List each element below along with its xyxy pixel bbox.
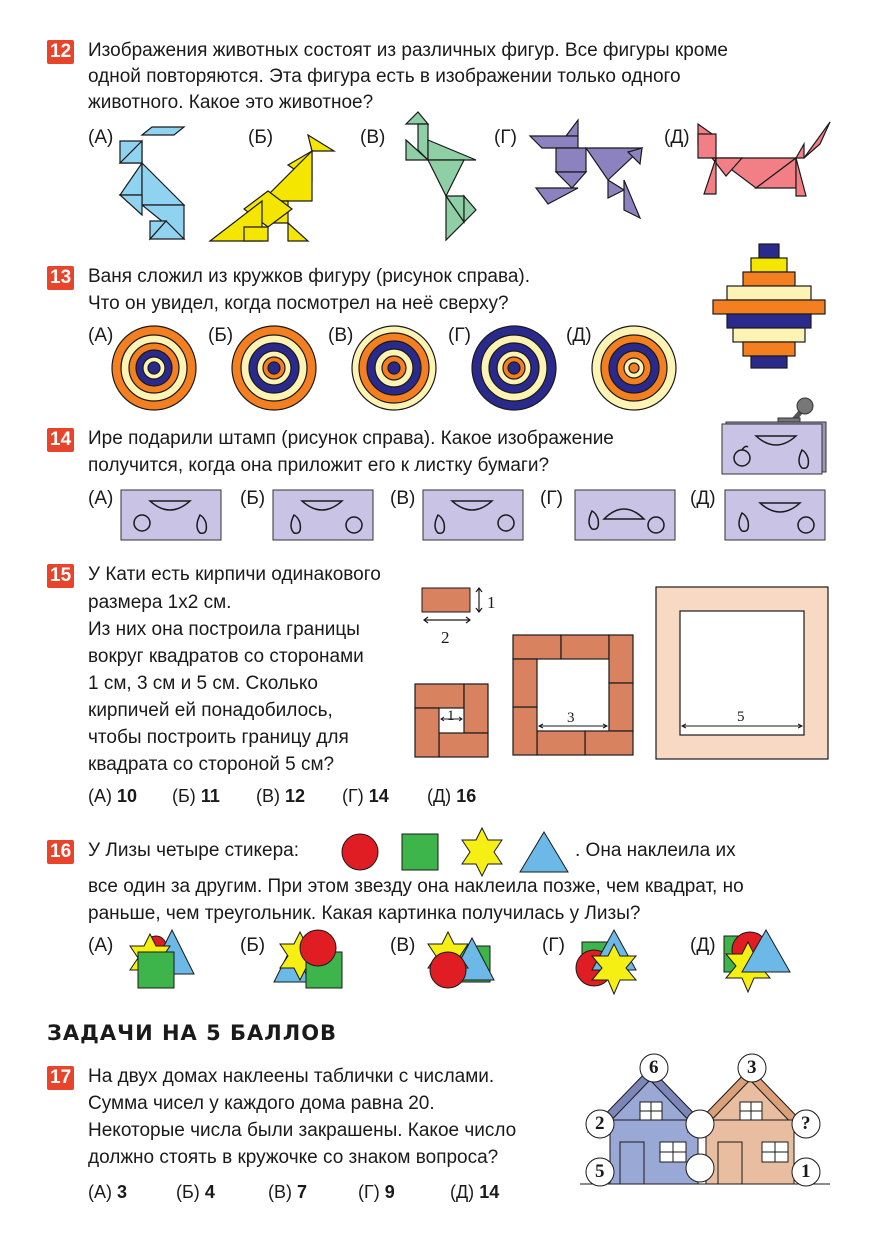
- option-d-label: (Д): [566, 325, 592, 346]
- rings-option-a[interactable]: [111, 325, 197, 411]
- sticker-triangle: [518, 830, 570, 874]
- answer-g[interactable]: (Г) 14: [342, 786, 389, 806]
- option-g-label: (Г): [494, 127, 517, 148]
- section-title: ЗАДАЧИ НА 5 БАЛЛОВ: [47, 1021, 338, 1045]
- option-b-label: (Б): [248, 127, 274, 148]
- problem-13-text-line2: Что он увидел, когда посмотрел на неё сверху?: [88, 293, 509, 314]
- answer-d[interactable]: (Д) 16: [427, 786, 477, 806]
- problem-12-text-line2: одной повторяются. Эта фигура есть в изображении только одного: [88, 66, 681, 87]
- option-g-label: (Г): [542, 935, 565, 956]
- problem-15-text-line8: квадрата со стороной 5 см?: [88, 754, 335, 775]
- option-a-label: (А): [88, 325, 114, 346]
- stamp-option-v[interactable]: [422, 489, 524, 541]
- problem-number-13: 13: [47, 266, 74, 290]
- option-v-label: (В): [390, 488, 416, 509]
- option-b-label: (Б): [240, 488, 266, 509]
- problem-17-text-line3: Некоторые числа были закрашены. Какое число: [88, 1120, 517, 1141]
- option-b-label: (Б): [240, 935, 266, 956]
- problem-15-text-line2: размера 1х2 см.: [88, 592, 232, 613]
- tangram-bird[interactable]: [404, 110, 478, 242]
- sticker-option-v[interactable]: [424, 928, 498, 994]
- rings-option-v[interactable]: [351, 325, 437, 411]
- problem-15-text-line4: вокруг квадратов со сторонами: [88, 646, 364, 667]
- stamp-option-a[interactable]: [120, 489, 222, 541]
- stamp-option-b[interactable]: [272, 489, 374, 541]
- answer-d[interactable]: (Д) 14: [450, 1182, 500, 1202]
- option-v-label: (В): [390, 935, 416, 956]
- answer-a[interactable]: (А) 10: [88, 786, 138, 806]
- option-v-label: (В): [360, 127, 386, 148]
- house-number-bottom-left: 5: [595, 1161, 605, 1182]
- problem-12-text-line1: Изображения животных состоят из различных фигур. Все фигуры кроме: [88, 40, 728, 61]
- option-a-label: (А): [88, 935, 114, 956]
- tangram-rabbit[interactable]: [118, 125, 188, 241]
- problem-16-text-line3: раньше, чем треугольник. Какая картинка получилась у Лизы?: [88, 903, 641, 924]
- sticker-option-g[interactable]: [574, 928, 648, 998]
- problem-14-text-line1: Ире подарили штамп (рисунок справа). Какое изображение: [88, 428, 614, 449]
- house-number-top-right: 3: [747, 1057, 757, 1078]
- sticker-star: [456, 826, 508, 878]
- sticker-option-d[interactable]: [720, 928, 794, 998]
- problem-number-12: 12: [47, 40, 74, 64]
- square-1-label: 1: [447, 708, 455, 724]
- problem-15-text-line7: чтобы построить границу для: [88, 727, 349, 748]
- answer-v[interactable]: (В) 12: [256, 786, 306, 806]
- tangram-dog[interactable]: [528, 118, 644, 218]
- house-number-bottom-right: 1: [801, 1161, 811, 1182]
- problem-17-text-line4: должно стоять в кружочке со знаком вопроса?: [88, 1147, 499, 1168]
- problem-number-17: 17: [47, 1066, 74, 1090]
- brick-height-label: 1: [487, 593, 496, 612]
- house-number-question: ?: [801, 1113, 811, 1134]
- option-a-label: (А): [88, 488, 114, 509]
- problem-15-text-line1: У Кати есть кирпичи одинакового: [88, 564, 381, 585]
- square-5-label: 5: [737, 709, 745, 725]
- tangram-kangaroo[interactable]: [208, 131, 336, 243]
- sticker-circle: [340, 832, 380, 872]
- option-b-label: (Б): [208, 325, 234, 346]
- option-g-label: (Г): [540, 488, 563, 509]
- stamp-icon: [720, 396, 830, 476]
- problem-14-text-line2: получится, когда она приложит его к листку бумаги?: [88, 455, 550, 476]
- problem-17-text-line2: Сумма чисел у каждого дома равна 20.: [88, 1093, 435, 1114]
- rings-option-d[interactable]: [591, 325, 677, 411]
- problem-15-text-line6: кирпичей ей понадобилось,: [88, 700, 333, 721]
- problem-number-16: 16: [47, 840, 74, 864]
- answer-b[interactable]: (Б) 11: [172, 786, 220, 806]
- option-d-label: (Д): [664, 127, 690, 148]
- problem-16-text-start: У Лизы четыре стикера:: [88, 840, 300, 861]
- square-3-label: 3: [567, 710, 575, 726]
- problem-number-14: 14: [47, 428, 74, 452]
- stamp-option-d[interactable]: [724, 489, 826, 541]
- sticker-square: [401, 833, 439, 871]
- answer-b[interactable]: (Б) 4: [176, 1182, 215, 1202]
- rings-option-g[interactable]: [471, 325, 557, 411]
- problem-13-text-line1: Ваня сложил из кружков фигуру (рисунок справа).: [88, 266, 531, 287]
- option-d-label: (Д): [690, 488, 716, 509]
- problem-15-text-line5: 1 см, 3 см и 5 см. Сколько: [88, 673, 318, 694]
- sticker-option-b[interactable]: [274, 926, 348, 992]
- tangram-fox[interactable]: [696, 120, 830, 200]
- problem-15-text-line3: Из них она построила границы: [88, 619, 360, 640]
- sticker-option-a[interactable]: [122, 928, 196, 990]
- option-g-label: (Г): [448, 325, 471, 346]
- answer-g[interactable]: (Г) 9: [358, 1182, 395, 1202]
- answer-v[interactable]: (В) 7: [268, 1182, 308, 1202]
- option-a-label: (А): [88, 127, 114, 148]
- brick-width-label: 2: [441, 628, 450, 647]
- stacked-rings-figure: [712, 243, 826, 369]
- option-d-label: (Д): [690, 935, 716, 956]
- problem-number-15: 15: [47, 564, 74, 588]
- rings-option-b[interactable]: [231, 325, 317, 411]
- option-v-label: (В): [328, 325, 354, 346]
- problem-16-text-line2: все один за другим. При этом звезду она наклеила позже, чем квадрат, но: [88, 876, 744, 897]
- border-square-5[interactable]: [655, 586, 829, 760]
- answer-a[interactable]: (А) 3: [88, 1182, 128, 1202]
- problem-16-text-end: . Она наклеила их: [575, 840, 736, 861]
- house-number-left: 2: [595, 1113, 605, 1134]
- stamp-option-g[interactable]: [574, 489, 676, 541]
- house-number-top-left: 6: [649, 1057, 659, 1078]
- two-houses-figure: [580, 1050, 830, 1190]
- border-square-3[interactable]: [512, 634, 636, 758]
- problem-17-text-line1: На двух домах наклеены таблички с числами.: [88, 1066, 495, 1087]
- problem-12-text-line3: животного. Какое это животное?: [88, 92, 374, 113]
